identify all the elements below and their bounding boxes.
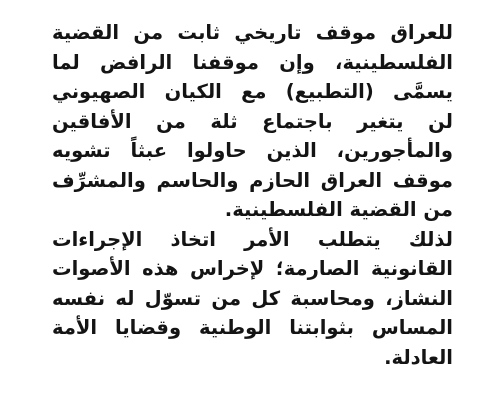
- statement-text: [52, 18, 453, 372]
- paragraph-1: [52, 18, 453, 225]
- text-line: للعراق موقف تاريخي ثابت من القضية: [52, 21, 453, 44]
- text-line: القانونية الصارمة؛ لإخراس هذه الأصوات: [52, 257, 453, 280]
- text-line: العادلة.: [384, 345, 453, 369]
- text-line: لن يتغير باجتماع ثلة من الأفاقين: [52, 109, 453, 133]
- text-line: والمأجورين، الذين حاولوا عبثاً تشويه: [52, 139, 453, 162]
- text-line: المساس بثوابتنا الوطنية وقضايا الأمة: [52, 316, 453, 339]
- text-line: من القضية الفلسطينية.: [224, 198, 453, 221]
- paragraph-2: [52, 225, 453, 373]
- text-line: لذلك يتطلب الأمر اتخاذ الإجراءات: [52, 227, 453, 251]
- text-line: يسمَّى (التطبيع) مع الكيان الصهيوني: [52, 80, 453, 103]
- text-line: موقف العراق الحازم والحاسم والمشرِّف: [52, 168, 453, 192]
- text-line: الفلسطينية، وإن موقفنا الرافض لما: [52, 50, 453, 74]
- text-line: النشاز، ومحاسبة كل من تسوّل له نفسه: [52, 286, 453, 310]
